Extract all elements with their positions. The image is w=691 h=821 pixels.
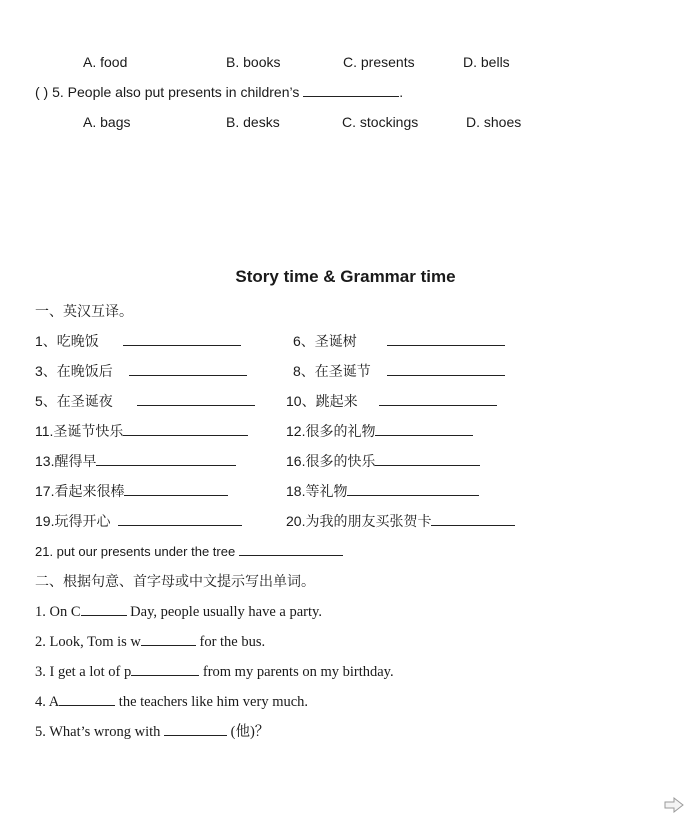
item-prefix: 1. On C (35, 604, 81, 620)
question-5-stem: 5. People also put presents in children’s (52, 84, 300, 100)
fill-in-item (35, 602, 322, 621)
answer-blank[interactable] (141, 632, 196, 646)
q5-option-c: C. stockings (342, 114, 419, 130)
q4-option-d: D. bells (463, 54, 510, 70)
answer-blank[interactable] (239, 542, 343, 556)
answer-blank[interactable] (303, 83, 399, 97)
item-prompt: 3、在晚饭后 (35, 363, 113, 379)
translation-item (293, 362, 505, 380)
q4-option-a: A. food (83, 54, 128, 70)
translation-item (286, 452, 480, 470)
translation-item (35, 392, 255, 410)
answer-blank[interactable] (387, 362, 505, 376)
q5-option-a: A. bags (83, 114, 131, 130)
answer-blank[interactable] (59, 692, 115, 706)
answer-blank[interactable] (347, 482, 479, 496)
question-5-end: . (399, 84, 404, 100)
fill-in-item (35, 722, 269, 741)
q4-option-b: B. books (226, 54, 281, 70)
translation-item (35, 512, 242, 530)
translation-item (35, 452, 236, 470)
translation-item (286, 512, 515, 530)
item-prompt: 1、吃晚饭 (35, 333, 99, 349)
item-prompt: 19.玩得开心 (35, 513, 111, 529)
item-suffix: from my parents on my birthday. (199, 664, 394, 680)
next-arrow-icon[interactable] (664, 797, 684, 813)
item-prompt: 17.看起来很棒 (35, 483, 125, 499)
section1-heading: 一、英汉互译。 (35, 303, 133, 319)
translation-item (35, 332, 241, 350)
answer-blank[interactable] (431, 512, 515, 526)
translation-item (35, 422, 248, 440)
q4-option-c: C. presents (343, 54, 415, 70)
answer-blank[interactable] (375, 422, 473, 436)
item-prompt: 13.醒得早 (35, 453, 97, 469)
answer-blank[interactable] (131, 662, 199, 676)
item-prompt: 16.很多的快乐 (286, 453, 376, 469)
translation-item (286, 392, 497, 410)
answer-blank[interactable] (137, 392, 255, 406)
item-prompt: 8、在圣诞节 (293, 363, 371, 379)
answer-blank[interactable] (124, 482, 228, 496)
answer-blank[interactable] (375, 452, 480, 466)
translation-item (35, 362, 247, 380)
item-suffix: Day, people usually have a party. (126, 604, 322, 620)
item-prompt: 20.为我的朋友买张贺卡 (286, 513, 432, 529)
answer-blank[interactable] (164, 722, 227, 736)
answer-paren: ( ) (35, 84, 49, 100)
fill-in-item (35, 662, 394, 681)
answer-blank[interactable] (379, 392, 497, 406)
item-prompt: 12.很多的礼物 (286, 423, 376, 439)
item-prompt: 6、圣诞树 (293, 333, 357, 349)
item-suffix: for the bus. (195, 634, 266, 650)
item-prefix: 3. I get a lot of p (35, 664, 132, 680)
translation-item-21 (35, 542, 343, 561)
section-title: Story time & Grammar time (235, 267, 456, 286)
translation-item (35, 482, 228, 500)
answer-blank[interactable] (118, 512, 242, 526)
answer-blank[interactable] (123, 332, 241, 346)
q5-option-b: B. desks (226, 114, 280, 130)
item-suffix: (他)？ (227, 724, 270, 740)
item-suffix: the teachers like him very much. (115, 694, 309, 710)
answer-blank[interactable] (387, 332, 505, 346)
translation-item (286, 482, 479, 500)
question-5 (35, 83, 403, 101)
answer-blank[interactable] (129, 362, 247, 376)
answer-blank[interactable] (123, 422, 248, 436)
item-prefix: 4. A (35, 694, 60, 710)
answer-blank[interactable] (81, 602, 127, 616)
item-prefix: 5. What’s wrong with (35, 724, 165, 740)
item-prefix: 2. Look, Tom is w (35, 634, 141, 650)
section2-heading: 二、根据句意、首字母或中文提示写出单词。 (35, 573, 315, 589)
fill-in-item (35, 632, 265, 651)
q5-option-d: D. shoes (466, 114, 522, 130)
translation-item (286, 422, 473, 440)
item-prompt: 5、在圣诞夜 (35, 393, 113, 409)
item-prompt: 11.圣诞节快乐 (35, 423, 124, 439)
item-prompt: 21. put our presents under the tree (35, 544, 236, 559)
item-prompt: 18.等礼物 (286, 483, 348, 499)
answer-blank[interactable] (96, 452, 236, 466)
translation-item (293, 332, 505, 350)
item-prompt: 10、跳起来 (286, 393, 358, 409)
fill-in-item (35, 692, 308, 711)
